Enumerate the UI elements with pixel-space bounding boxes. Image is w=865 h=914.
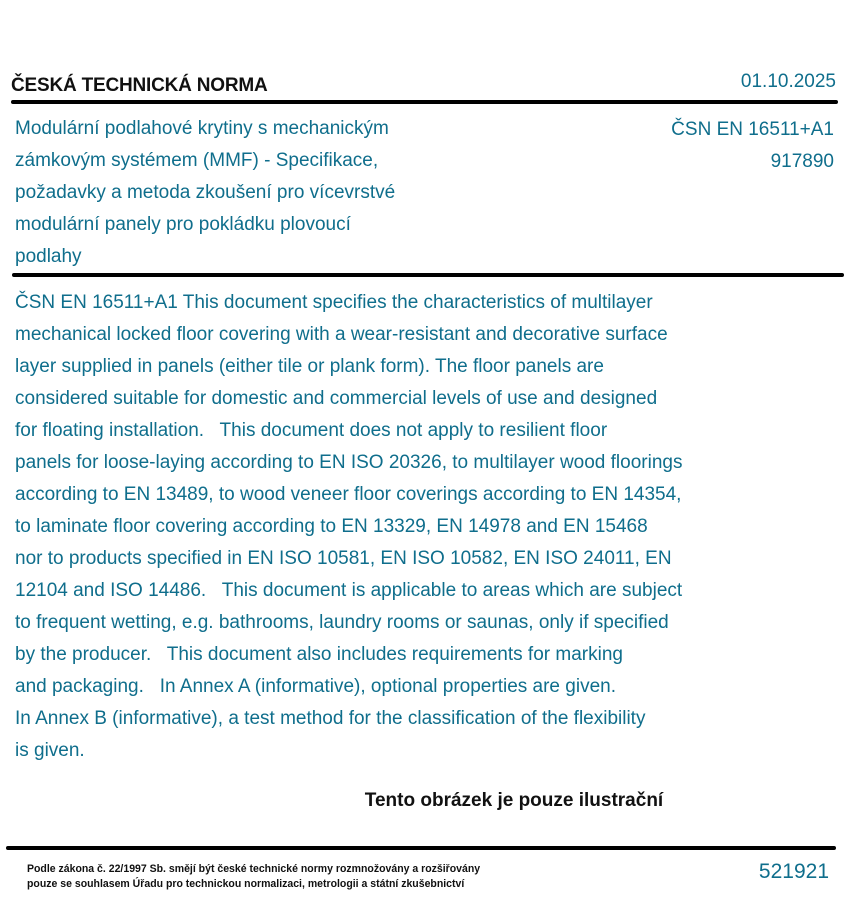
title-line: Modulární podlahové krytiny s mechanickým — [15, 118, 389, 139]
abstract-line: nor to products specified in EN ISO 10581, EN ISO 10582, EN ISO 24011, EN — [15, 548, 672, 569]
title-line: podlahy — [15, 246, 82, 267]
title-line: modulární panely pro pokládku plovoucí — [15, 214, 351, 235]
abstract-line: is given. — [15, 740, 85, 761]
abstract-line: by the producer. This document also includes requirements for marking — [15, 644, 623, 665]
document-id: 521921 — [758, 860, 829, 883]
illustration-disclaimer: Tento obrázek je pouze ilustrační — [364, 790, 664, 811]
legal-line: pouze se souhlasem Úřadu pro technickou normalizaci, metrologii a státní zkušebnictví — [27, 878, 465, 890]
issue-date: 01.10.2025 — [740, 71, 836, 92]
abstract-line: to frequent wetting, e.g. bathrooms, laundry rooms or saunas, only if specified — [15, 612, 669, 633]
abstract-line: for floating installation. This document does not apply to resilient floor — [15, 420, 608, 441]
catalog-number: 917890 — [770, 151, 834, 172]
header-title: ČESKÁ TECHNICKÁ NORMA — [11, 75, 268, 96]
standard-code: ČSN EN 16511+A1 — [671, 119, 834, 140]
abstract-line: to laminate floor covering according to EN 13329, EN 14978 and EN 15468 — [15, 516, 648, 537]
abstract-line: panels for loose-laying according to EN ISO 20326, to multilayer wood floorings — [15, 452, 683, 473]
legal-line: Podle zákona č. 22/1997 Sb. smějí být české technické normy rozmnožovány a rozšiřovány — [27, 863, 481, 875]
abstract-line: mechanical locked floor covering with a wear-resistant and decorative surface — [15, 324, 668, 345]
abstract-line: according to EN 13489, to wood veneer floor coverings according to EN 14354, — [15, 484, 682, 505]
legal-notice — [27, 862, 480, 892]
abstract-line: In Annex B (informative), a test method for the classification of the flexibility — [15, 708, 646, 729]
abstract-line: ČSN EN 16511+A1 This document specifies the characteristics of multilayer — [15, 292, 653, 313]
abstract-line: 12104 and ISO 14486. This document is applicable to areas which are subject — [15, 580, 683, 601]
title-line: zámkovým systémem (MMF) - Specifikace, — [15, 150, 379, 171]
abstract-line: layer supplied in panels (either tile or plank form). The floor panels are — [15, 356, 604, 377]
abstract-text — [15, 287, 815, 767]
header-divider — [11, 100, 838, 104]
abstract-line: and packaging. In Annex A (informative), optional properties are given. — [15, 676, 616, 697]
title-line: požadavky a metoda zkoušení pro vícevrstvé — [15, 182, 396, 203]
footer-divider — [6, 846, 836, 850]
title-divider — [12, 273, 844, 277]
abstract-line: considered suitable for domestic and commercial levels of use and designed — [15, 388, 658, 409]
document-title — [15, 113, 485, 273]
